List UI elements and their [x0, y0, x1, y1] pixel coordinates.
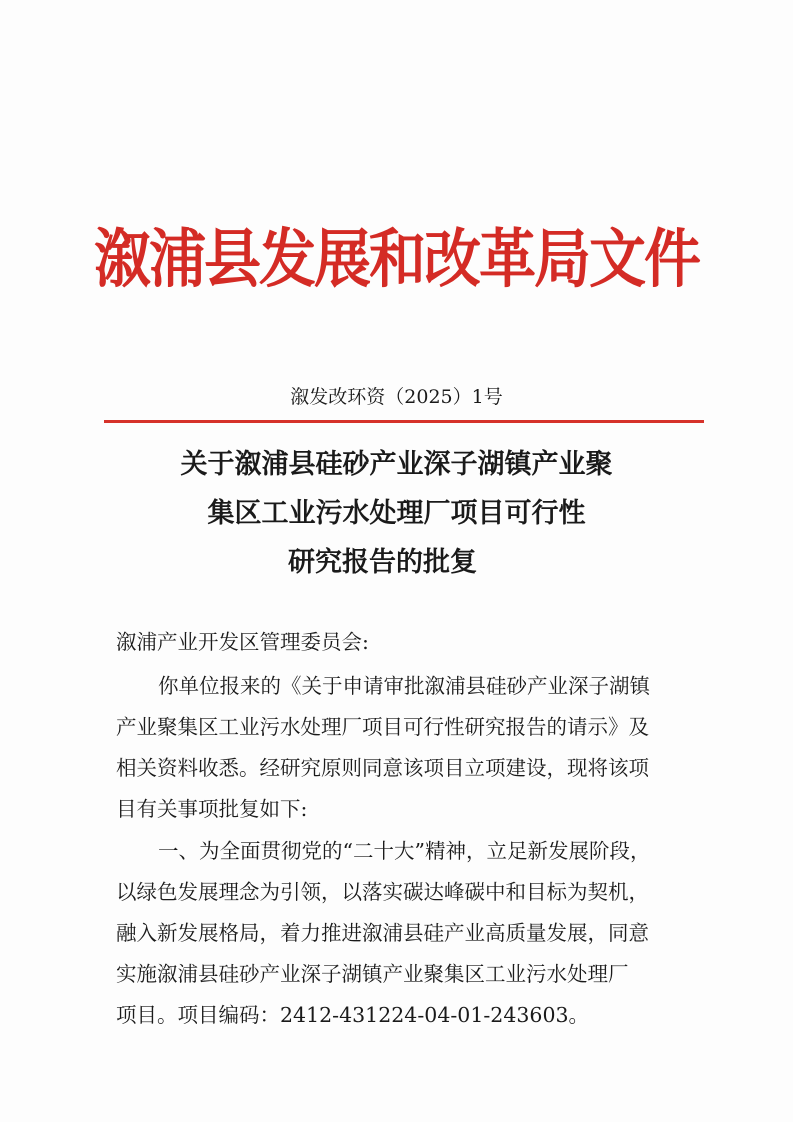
paragraph-1-line: 目有关事项批复如下:: [116, 797, 308, 821]
document-number: 溆发改环资（2025）1号: [290, 386, 503, 408]
paragraph-2-line: 实施溆浦县硅砂产业深子湖镇产业聚集区工业污水处理厂: [116, 962, 629, 986]
addressee: 溆浦产业开发区管理委员会:: [116, 630, 369, 654]
masthead-title: 溆浦县发展和改革局文件: [94, 222, 699, 297]
paragraph-2-line: 项目。项目编码：2412-431224-04-01-243603。: [116, 1003, 590, 1027]
paragraph-1: [116, 668, 696, 832]
title-line-1: 关于溆浦县硅砂产业深子湖镇产业聚: [180, 449, 613, 480]
paragraph-2: [116, 833, 696, 1038]
title-line-2: 集区工业污水处理厂项目可行性: [207, 498, 586, 529]
paragraph-1-line: 你单位报来的《关于申请审批溆浦县硅砂产业深子湖镇: [158, 674, 650, 698]
red-divider-line: [104, 420, 704, 423]
paragraph-1-line: 产业聚集区工业污水处理厂项目可行性研究报告的请示》及: [116, 715, 649, 739]
paragraph-2-line: 融入新发展格局，着力推进溆浦县硅产业高质量发展，同意: [116, 921, 649, 945]
paragraph-2-line: 一、为全面贯彻党的“二十大”精神，立足新发展阶段，: [158, 839, 651, 863]
paragraph-1-line: 相关资料收悉。经研究原则同意该项目立项建设，现将该项: [116, 756, 649, 780]
title-line-3: 研究报告的批复: [288, 547, 477, 578]
paragraph-2-line: 以绿色发展理念为引领，以落实碳达峰碳中和目标为契机，: [116, 880, 649, 904]
